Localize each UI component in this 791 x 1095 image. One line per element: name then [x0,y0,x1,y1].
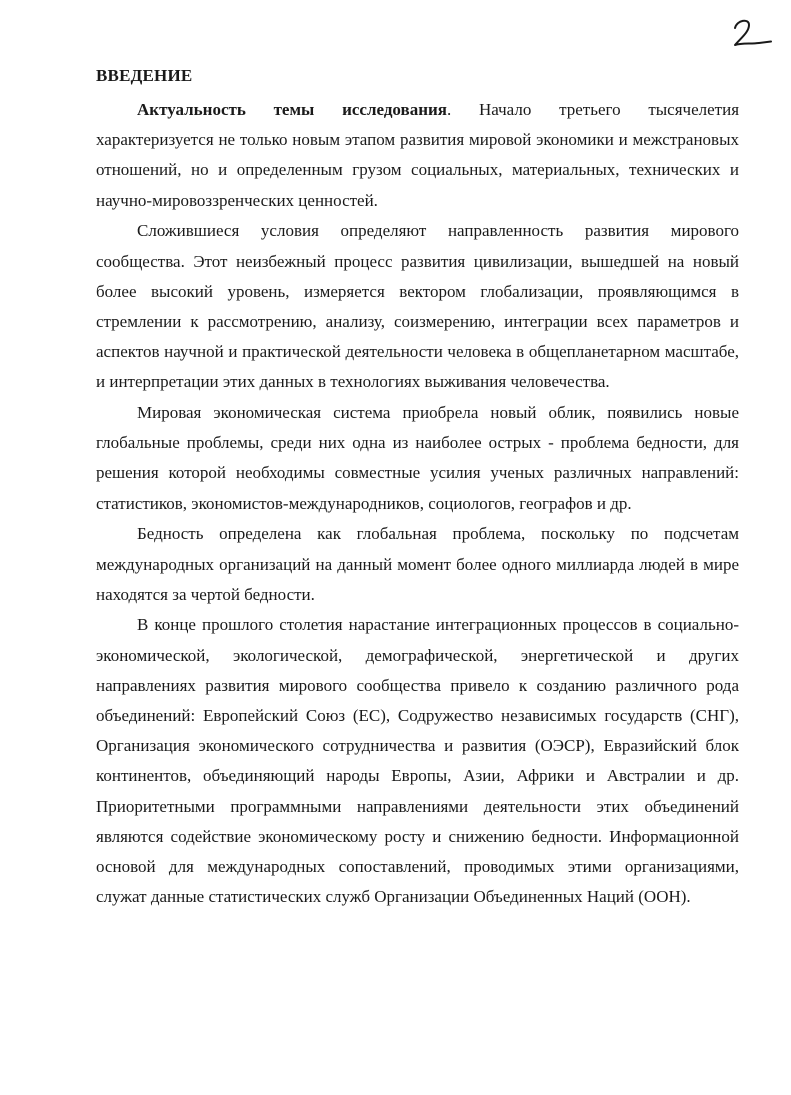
document-body [96,66,739,913]
paragraph-economic-system: Мировая экономическая система приобрела новый облик, появились новые глобальные проблемы, среди них одна из наиболее острых - проблема бедности, для решения которой необходимы совместные усилия ученых различных направлений: статистиков, экономистов-международников, социологов, географов и др. [96,403,739,513]
paragraph-lead-relevance: Актуальность темы исследования [137,100,447,119]
paragraph-text-relevance: . Начало третьего тысячелетия характеризуется не только новым этапом развития мировой экономики и межстрановых отношений, но и определенным грузом социальных, материальных, технических и научно-мировоззренческих ценностей. [96,100,740,210]
paragraph-poverty: Бедность определена как глобальная проблема, поскольку по подсчетам международных организаций на данный момент более одного миллиарда людей в мире находятся за чертой бедности. [96,524,739,604]
paragraph-relevance [96,95,739,216]
section-heading: ВВЕДЕНИЕ [96,66,193,85]
paragraph-integration: В конце прошлого столетия нарастание интеграционных процессов в социально-экономической, экологической, демографической, энергетической и других направлениях развития мирового сообщества привело к созданию различного рода объединений: Европейский Союз (ЕС), Содружество независимых государств (СНГ), Организация экономического сотрудничества и развития (ОЭСР), Евразийский блок континентов, объединяющий народы Европы, Азии, Африки и Австралии и др. Приоритетными программными направлениями деятельности этих объединений являются содействие экономическому росту и снижению бедности. Информационной основой для международных сопоставлений, проводимых этими организациями, служат данные статистических служб Организации Объединенных Наций (ООН). [96,615,739,907]
handwritten-page-number-glyph [729,14,773,54]
handwritten-page-number [729,14,773,54]
paragraph-globalization: Сложившиеся условия определяют направленность развития мирового сообщества. Этот неизбежный процесс развития цивилизации, вышедшей на новый более высокий уровень, измеряется вектором глобализации, проявляющимся в стремлении к рассмотрению, анализу, соизмерению, интеграции всех параметров и аспектов научной и практической деятельности человека в общепланетарном масштабе, и интерпретации этих данных в технологиях выживания человечества. [96,221,739,392]
